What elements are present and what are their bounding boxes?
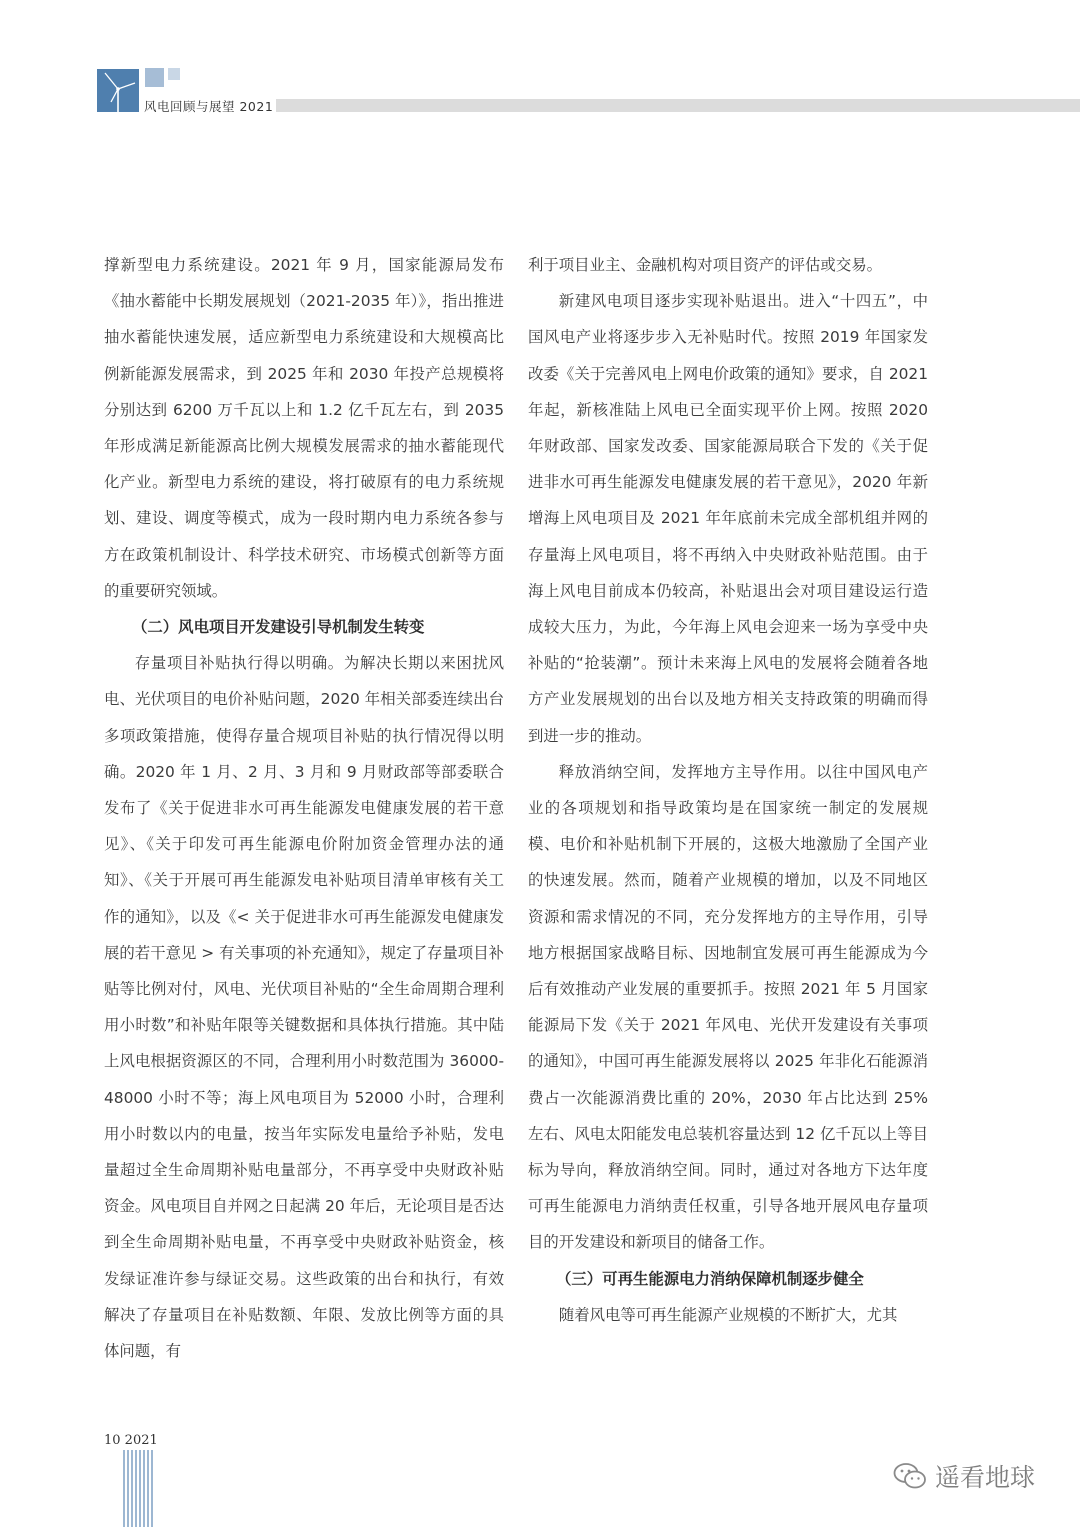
paragraph: 释放消纳空间，发挥地方主导作用。以往中国风电产业的各项规划和指导政策均是在国家统一制定的发展规模、电价和补贴机制下开展的，这极大地激励了全国产业的快速发展。然而，随着产业规模的增加，以及不同地区资源和需求情况的不同，充分发挥地方的主导作用，引导地方根据国家战略目标、因地制宜发展可再生能源成为今后有效推动产业发展的重要抓手。按照 2021 年 5 月国家能源局下发《关于 2021 年风电、光伏开发建设有关事项的通知》，中国可再生能源发展将以 2025 年非化石能源消费占一次能源消费比重的 20%，2030 年占比达到 25% 左右、风电太阳能发电总装机容量达到 12 亿千瓦以上等目标为导向，释放消纳空间。同时，通过对各地方下达年度可再生能源电力消纳责任权重，引导各地开展风电存量项目的开发建设和新项目的储备工作。 (528, 762, 928, 1252)
header-decor-square (145, 68, 164, 87)
paragraph: 利于项目业主、金融机构对项目资产的评估或交易。 (528, 256, 882, 274)
paragraph: 存量项目补贴执行得以明确。为解决长期以来困扰风电、光伏项目的电价补贴问题，2020 年相关部委连续出台多项政策措施，使得存量合规项目补贴的执行情况得以明确。2020 年 1 月、2 月、3 月和 9 月财政部等部委联合发布了《关于促进非水可再生能源发电健康发展的若干意见》、《关于印发可再生能源电价附加资金管理办法的通知》、《关于开展可再生能源发电补贴项目清单审核有关工作的通知》，以及《< 关于促进非水可再生能源发电健康发展的若干意见 > 有关事项的补充通知》，规定了存量项目补贴等比例对付，风电、光伏项目补贴的“全生命周期合理利用小时数”和补贴年限等关键数据和具体执行措施。其中陆上风电根据资源区的不同，合理利用小时数范围为 36000-48000 小时不等；海上风电项目为 52000 小时，合理利用小时数以内的电量，按当年实际发电量给予补贴，发电量超过全生命周期补贴电量部分，不再享受中央财政补贴资金。风电项目自并网之日起满 20 年后，无论项目是否达到全生命周期补贴电量，不再享受中央财政补贴资金，核发绿证准许参与绿证交易。这些政策的出台和执行，有效解决了存量项目在补贴数额、年限、发放比例等方面的具体问题，有 (104, 654, 504, 1361)
watermark (893, 1458, 1035, 1494)
left-column (104, 247, 504, 1369)
paragraph: 新建风电项目逐步实现补贴退出。进入“十四五”，中国风电产业将逐步步入无补贴时代。按照 2019 年国家发改委《关于完善风电上网电价政策的通知》要求，自 2021 年起，新核准陆上风电已全面实现平价上网。按照 2020 年财政部、国家发改委、国家能源局联合下发的《关于促进非水可再生能源发电健康发展的若干意见》，2020 年新增海上风电项目及 2021 年年底前未完成全部机组并网的存量海上风电项目，将不再纳入中央财政补贴范围。由于海上风电目前成本仍较高，补贴退出会对项目建设运行造成较大压力，为此，今年海上风电会迎来一场为享受中央补贴的“抢装潮”。预计未来海上风电的发展将会随着各地方产业发展规划的出台以及地方相关支持政策的明确而得到进一步的推动。 (528, 292, 928, 745)
paragraph: 撑新型电力系统建设。2021 年 9 月，国家能源局发布《抽水蓄能中长期发展规划（2021-2035 年）》，指出推进抽水蓄能快速发展，适应新型电力系统建设和大规模高比例新能源发展需求，到 2025 年和 2030 年投产总规模将分别达到 6200 万千瓦以上和 1.2 亿千瓦左右，到 2035 年形成满足新能源高比例大规模发展需求的抽水蓄能现代化产业。新型电力系统的建设，将打破原有的电力系统规划、建设、调度等模式，成为一段时期内电力系统各参与方在政策机制设计、科学技术研究、市场模式创新等方面的重要研究领域。 (104, 256, 504, 600)
section-heading: （二）风电项目开发建设引导机制发生转变 (132, 618, 425, 637)
wechat-icon (893, 1462, 927, 1490)
section-heading: （三）可再生能源电力消纳保障机制逐步健全 (556, 1269, 864, 1288)
header-title: 风电回顾与展望 2021 (144, 99, 274, 114)
wind-turbine-icon (97, 69, 139, 112)
paragraph: 随着风电等可再生能源产业规模的不断扩大，尤其 (558, 1305, 898, 1324)
footer-stripes (123, 1450, 154, 1527)
header-decor-square-small (168, 68, 180, 80)
header-bar (276, 99, 1080, 112)
right-column (528, 247, 928, 1333)
page-number: 10 2021 (104, 1433, 158, 1448)
watermark-text: 遥看地球 (935, 1463, 1036, 1492)
